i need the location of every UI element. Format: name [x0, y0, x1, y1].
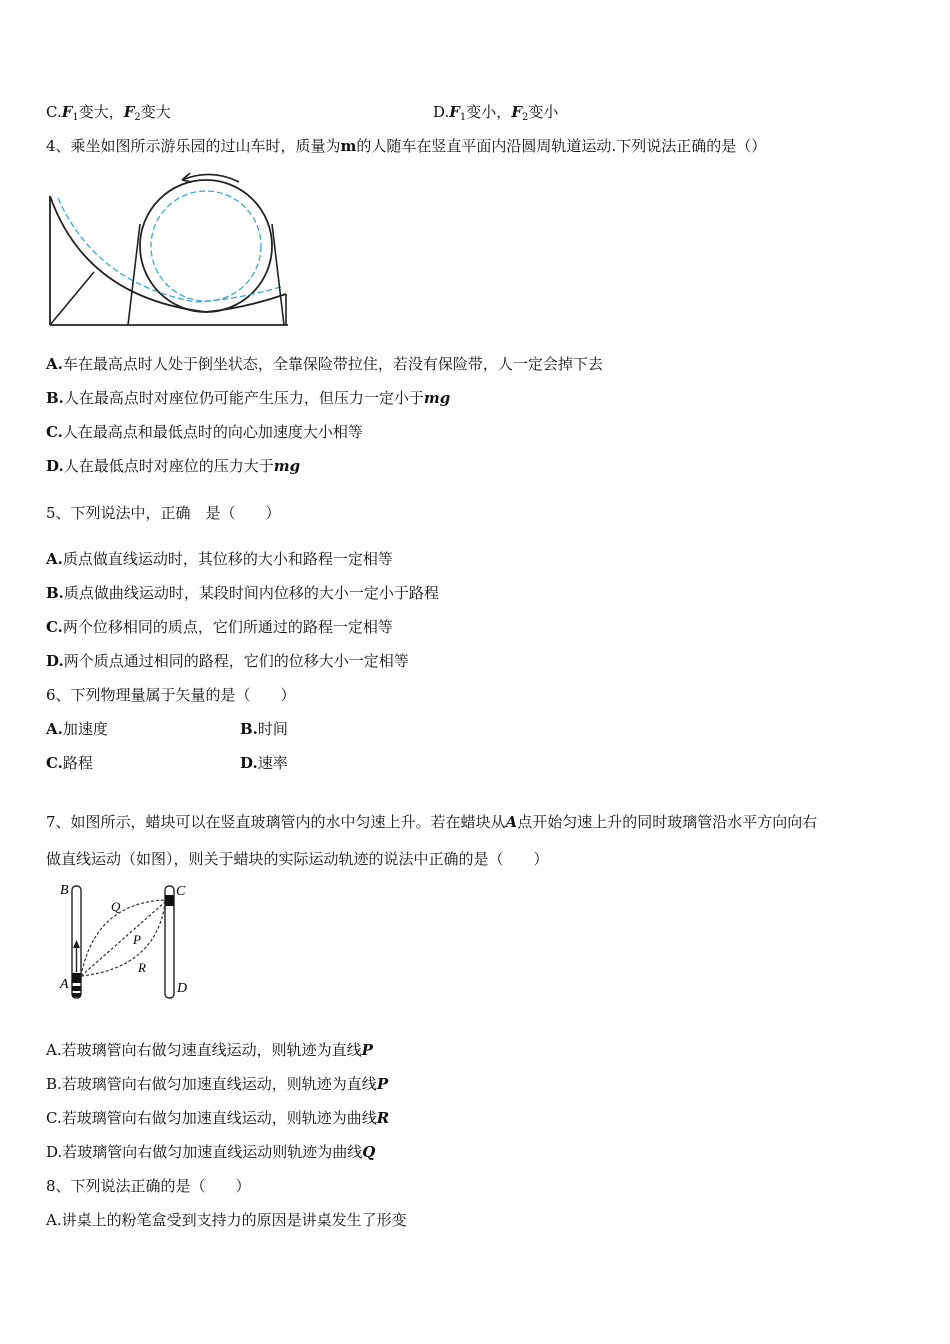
option-label: D. [240, 754, 258, 772]
var-q: Q [362, 1143, 376, 1161]
option-label: C. [46, 1109, 62, 1127]
stem-text: 的人随车在竖直平面内沿圆周轨道运动.下列说法正确的是（） [356, 137, 767, 155]
option-label: C. [46, 618, 63, 636]
q3-option-d [433, 102, 558, 128]
stem-text: 4、乘坐如图所示游乐园的过山车时，质量为 [46, 137, 341, 155]
q7-option-b [46, 1074, 388, 1094]
sub-2: 2 [134, 112, 141, 123]
q6-stem: 6、下列物理量属于矢量的是（ ） [46, 686, 296, 704]
option-text: 速率 [257, 754, 288, 772]
option-label: A. [46, 550, 63, 568]
option-text: 两个位移相同的质点，它们所通过的路程一定相等 [62, 618, 393, 636]
option-label: B. [46, 1075, 62, 1093]
q5-option-b [46, 583, 439, 603]
q5-option-a [46, 549, 393, 569]
option-text: 人在最低点时对座位的压力大于 [63, 457, 274, 475]
option-label: D. [46, 652, 64, 670]
option-label: D. [433, 103, 450, 121]
q7-stem-line2: 做直线运动（如图），则关于蜡块的实际运动轨迹的说法中正确的是（ ） [46, 850, 549, 868]
option-text: 质点做曲线运动时，某段时间内位移的大小一定小于路程 [63, 584, 439, 602]
q7-option-c [46, 1108, 389, 1128]
q6-option-b [240, 719, 288, 739]
var-mg: mg [273, 457, 301, 475]
q4-option-b [46, 388, 450, 408]
option-text: 若玻璃管向右做匀速直线运动，则轨迹为直线 [61, 1041, 362, 1059]
var-p: P [361, 1041, 373, 1059]
option-label: A. [46, 1041, 62, 1059]
var-p: P [376, 1075, 389, 1093]
wax-block-a [72, 973, 81, 983]
wax-block-tube-figure [55, 878, 205, 1003]
var-f1: F [61, 103, 73, 121]
label-p: P [133, 932, 141, 947]
option-text: 人在最高点和最低点时的向心加速度大小相等 [62, 423, 363, 441]
label-c: C [176, 884, 186, 899]
option-label: A. [46, 355, 63, 373]
option-text: 若玻璃管向右做匀加速直线运动则轨迹为曲线 [62, 1143, 363, 1161]
option-text: 质点做直线运动时，其位移的大小和路程一定相等 [62, 550, 393, 568]
option-label: D. [46, 1143, 63, 1161]
option-label: B. [46, 584, 64, 602]
roller-coaster-figure [46, 168, 291, 330]
q6-option-d [240, 753, 288, 773]
var-a: A [505, 813, 518, 831]
option-text: 加速度 [62, 720, 108, 738]
option-label: C. [46, 754, 63, 772]
q7-option-d [46, 1142, 375, 1162]
option-label: D. [46, 457, 64, 475]
var-f1: F [449, 103, 460, 121]
sub-1: 1 [459, 112, 467, 123]
wax-block-c [165, 895, 174, 906]
sub-2: 2 [521, 112, 529, 123]
q4-option-d [46, 456, 300, 476]
q4-option-a [46, 354, 603, 374]
label-d: D [177, 981, 188, 996]
option-text: 路程 [62, 754, 93, 772]
q6-option-a [46, 719, 108, 739]
q5-stem: 5、下列说法中，正确 是（ ） [46, 504, 281, 522]
option-text: 人在最高点时对座位仍可能产生压力，但压力一定小于 [63, 389, 424, 407]
q7-stem-line1 [46, 812, 817, 832]
q6-option-c [46, 753, 93, 773]
q4-stem [46, 136, 766, 156]
var-mg: mg [423, 389, 451, 407]
option-text: 两个质点通过相同的路程，它们的位移大小一定相等 [63, 652, 409, 670]
var-r: R [376, 1109, 390, 1127]
option-text: 若玻璃管向右做匀加速直线运动，则轨迹为直线 [61, 1075, 377, 1093]
option-label: B. [240, 720, 258, 738]
option-label: A. [46, 720, 63, 738]
var-f2: F [511, 103, 522, 121]
q5-option-d [46, 651, 409, 671]
q4-option-c [46, 422, 363, 442]
q8-option-a [46, 1210, 407, 1230]
option-text: 时间 [257, 720, 288, 738]
label-q: Q [111, 899, 121, 914]
stem-text: 7、如图所示，蜡块可以在竖直玻璃管内的水中匀速上升。若在蜡块从 [46, 813, 506, 831]
label-a: A [60, 977, 69, 992]
label-r: R [138, 960, 146, 975]
sub-1: 1 [72, 112, 79, 123]
option-text: 讲桌上的粉笔盒受到支持力的原因是讲桌发生了形变 [61, 1211, 407, 1229]
option-text: 变大 [140, 103, 171, 121]
option-label: A. [46, 1211, 62, 1229]
q5-option-c [46, 617, 393, 637]
option-text: 车在最高点时人处于倒坐状态，全靠保险带拉住，若没有保险带，人一定会掉下去 [62, 355, 603, 373]
q7-option-a [46, 1040, 373, 1060]
var-f2: F [123, 103, 135, 121]
option-text: 变大， [78, 103, 124, 121]
option-text: 变小 [528, 103, 559, 121]
option-label: C. [46, 423, 63, 441]
option-label: C. [46, 103, 62, 121]
q3-option-c [46, 102, 171, 128]
q8-stem: 8、下列说法正确的是（ ） [46, 1177, 251, 1195]
label-b: B [60, 883, 69, 898]
option-text: 若玻璃管向右做匀加速直线运动，则轨迹为曲线 [61, 1109, 377, 1127]
stem-text: 点开始匀速上升的同时玻璃管沿水平方向向右 [517, 813, 818, 831]
option-text: 变小， [466, 103, 512, 121]
var-m: m [340, 137, 357, 155]
option-label: B. [46, 389, 64, 407]
